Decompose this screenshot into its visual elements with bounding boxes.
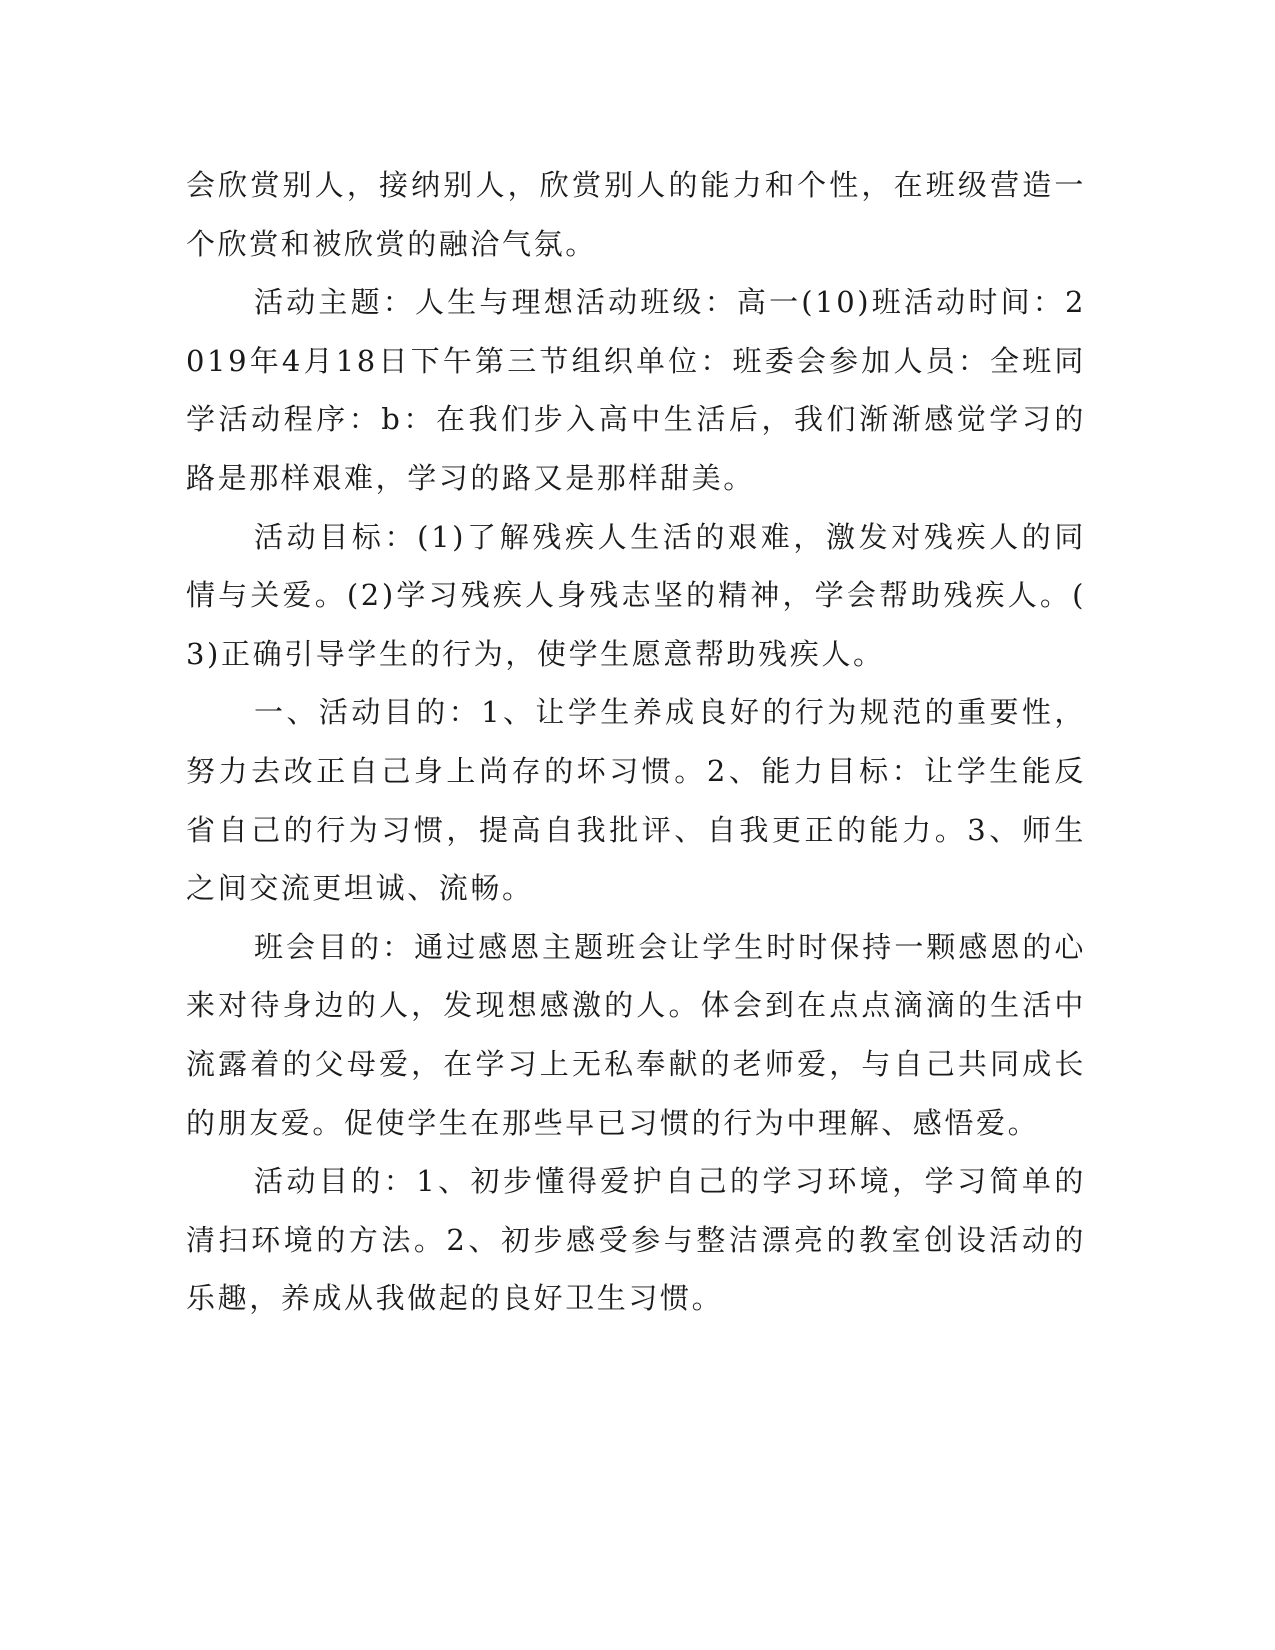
paragraph-6: 活动目的：1、初步懂得爱护自己的学习环境，学习简单的清扫环境的方法。2、初步感受参与整洁漂亮的教室创设活动的乐趣，养成从我做起的良好卫生习惯。 [186,1164,1086,1316]
paragraph-5: 班会目的：通过感恩主题班会让学生时时保持一颗感恩的心来对待身边的人，发现想感激的人。体会到在点点滴滴的生活中流露着的父母爱，在学习上无私奉献的老师爱，与自己共同成长的朋友爱。促使学生在那些早已习惯的行为中理解、感悟爱。 [186,929,1086,1140]
paragraph-1: 会欣赏别人，接纳别人，欣赏别人的能力和个性，在班级营造一个欣赏和被欣赏的融洽气氛。 [186,168,1086,261]
paragraph-3: 活动目标：(1)了解残疾人生活的艰难，激发对残疾人的同情与关爱。(2)学习残疾人身残志坚的精神，学会帮助残疾人。(3)正确引导学生的行为，使学生愿意帮助残疾人。 [186,519,1086,671]
paragraph-2: 活动主题：人生与理想活动班级：高一(10)班活动时间：2019年4月18日下午第三节组织单位：班委会参加人员：全班同学活动程序：b：在我们步入高中生活后，我们渐渐感觉学习的路是那样艰难，学习的路又是那样甜美。 [186,285,1086,495]
document-body [186,156,1086,1328]
paragraph-4: 一、活动目的：1、让学生养成良好的行为规范的重要性，努力去改正自己身上尚存的坏习惯。2、能力目标：让学生能反省自己的行为习惯，提高自我批评、自我更正的能力。3、师生之间交流更坦诚、流畅。 [186,695,1086,906]
